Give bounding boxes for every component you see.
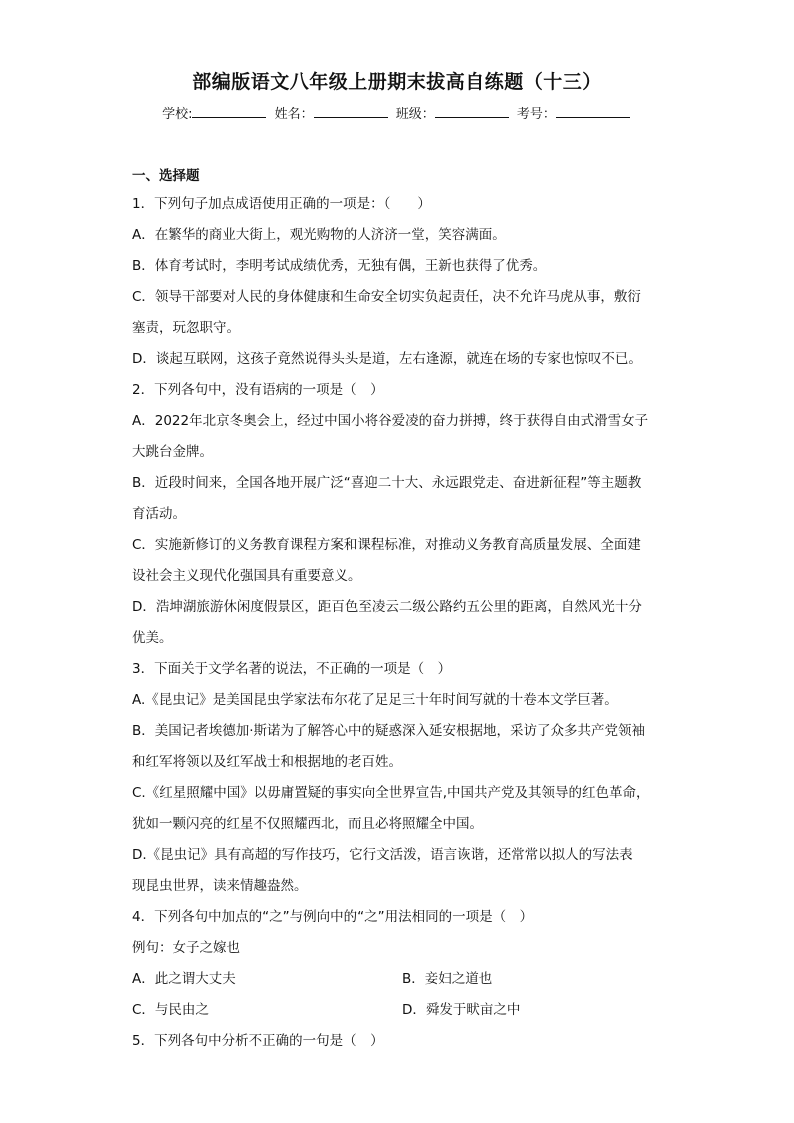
question-3-option-b: B．美国记者埃德加·斯诺为了解答心中的疑惑深入延安根据地，采访了众多共产党领袖 xyxy=(132,723,646,739)
question-3-option-a: A.《昆虫记》是美国昆虫学家法布尔花了足足三十年时间写就的十卷本文学巨著。 xyxy=(132,692,618,708)
question-3-option-d-cont: 现昆虫世界，读来情趣盎然。 xyxy=(132,878,308,894)
question-1-option-a: A．在繁华的商业大街上，观光购物的人济济一堂，笑容满面。 xyxy=(132,227,506,243)
name-blank[interactable] xyxy=(314,105,388,118)
page-title: 部编版语文八年级上册期末拔高自练题（十三） xyxy=(192,71,602,93)
question-1-option-c-cont: 塞责，玩忽职守。 xyxy=(132,320,240,336)
question-3-option-d: D.《昆虫记》具有高超的写作技巧，它行文活泼，语言诙谐，还常常以拟人的写法表 xyxy=(132,847,633,863)
exam-number-blank[interactable] xyxy=(556,105,630,118)
question-4-options-row-1 xyxy=(132,964,672,995)
question-content xyxy=(132,163,672,1057)
question-4-option-d: D．舜发于畎亩之中 xyxy=(402,1002,521,1018)
school-blank[interactable] xyxy=(192,105,266,118)
question-3-option-c-cont: 犹如一颗闪亮的红星不仅照耀西北，而且必将照耀全中国。 xyxy=(132,816,483,832)
school-field[interactable] xyxy=(162,103,268,122)
question-1-option-b: B．体育考试时，李明考试成绩优秀，无独有偶，王新也获得了优秀。 xyxy=(132,258,547,274)
question-3-stem: 3．下面关于文学名著的说法，不正确的一项是（ ） xyxy=(132,661,452,677)
name-field[interactable] xyxy=(275,103,390,122)
question-2-option-c: C．实施新修订的义务教育课程方案和课程标准，对推动义务教育高质量发展、全面建 xyxy=(132,537,641,553)
exam-number-label: 考号： xyxy=(516,107,556,122)
class-blank[interactable] xyxy=(435,105,509,118)
class-label: 班级： xyxy=(395,107,435,122)
question-2-option-c-cont: 设社会主义现代化强国具有重要意义。 xyxy=(132,568,362,584)
question-2-option-d: D．浩坤湖旅游休闲度假景区，距百色至凌云二级公路约五公里的距离，自然风光十分 xyxy=(132,599,642,615)
question-2-stem: 2．下列各句中，没有语病的一项是（ ） xyxy=(132,382,384,398)
question-2-option-b: B．近段时间来，全国各地开展广泛“喜迎二十大、永远跟党走、奋进新征程”等主题教 xyxy=(132,475,642,491)
question-4-example: 例句：女子之嫁也 xyxy=(132,940,240,956)
question-3-option-b-cont: 和红军将领以及红军战士和根据地的老百姓。 xyxy=(132,754,402,770)
question-1-stem: 1．下列句子加点成语使用正确的一项是：（ ） xyxy=(132,196,431,212)
question-4-option-c: C．与民由之 xyxy=(132,1002,209,1018)
section-title: 一、选择题 xyxy=(132,168,200,184)
question-5-stem: 5．下列各句中分析不正确的一句是（ ） xyxy=(132,1033,384,1049)
question-2-option-a-cont: 大跳台金牌。 xyxy=(132,444,213,460)
question-1-option-c: C．领导干部要对人民的身体健康和生命安全切实负起责任，决不允许马虎从事，敷衍 xyxy=(132,289,641,305)
name-label: 姓名： xyxy=(274,107,314,122)
question-4-options-row-2 xyxy=(132,995,672,1026)
question-2-option-d-cont: 优美。 xyxy=(132,630,173,646)
exam-number-field[interactable] xyxy=(517,103,632,122)
question-1-option-d: D．谈起互联网，这孩子竟然说得头头是道，左右逢源，就连在场的专家也惊叹不已。 xyxy=(132,351,642,367)
question-3-option-c: C.《红星照耀中国》以毋庸置疑的事实向全世界宣告,中国共产党及其领导的红色革命， xyxy=(132,785,650,801)
question-4-option-a: A．此之谓大丈夫 xyxy=(132,971,236,987)
question-2-option-a: A．2022年北京冬奥会上，经过中国小将谷爱凌的奋力拼搏，终于获得自由式滑雪女子 xyxy=(132,413,649,429)
question-4-stem: 4．下列各句中加点的“之”与例向中的“之”用法相同的一项是（ ） xyxy=(132,909,534,925)
student-info-row xyxy=(0,103,794,122)
question-4-option-b: B．妾妇之道也 xyxy=(402,971,493,987)
school-label: 学校: xyxy=(162,107,193,122)
class-field[interactable] xyxy=(396,103,511,122)
question-2-option-b-cont: 育活动。 xyxy=(132,506,186,522)
